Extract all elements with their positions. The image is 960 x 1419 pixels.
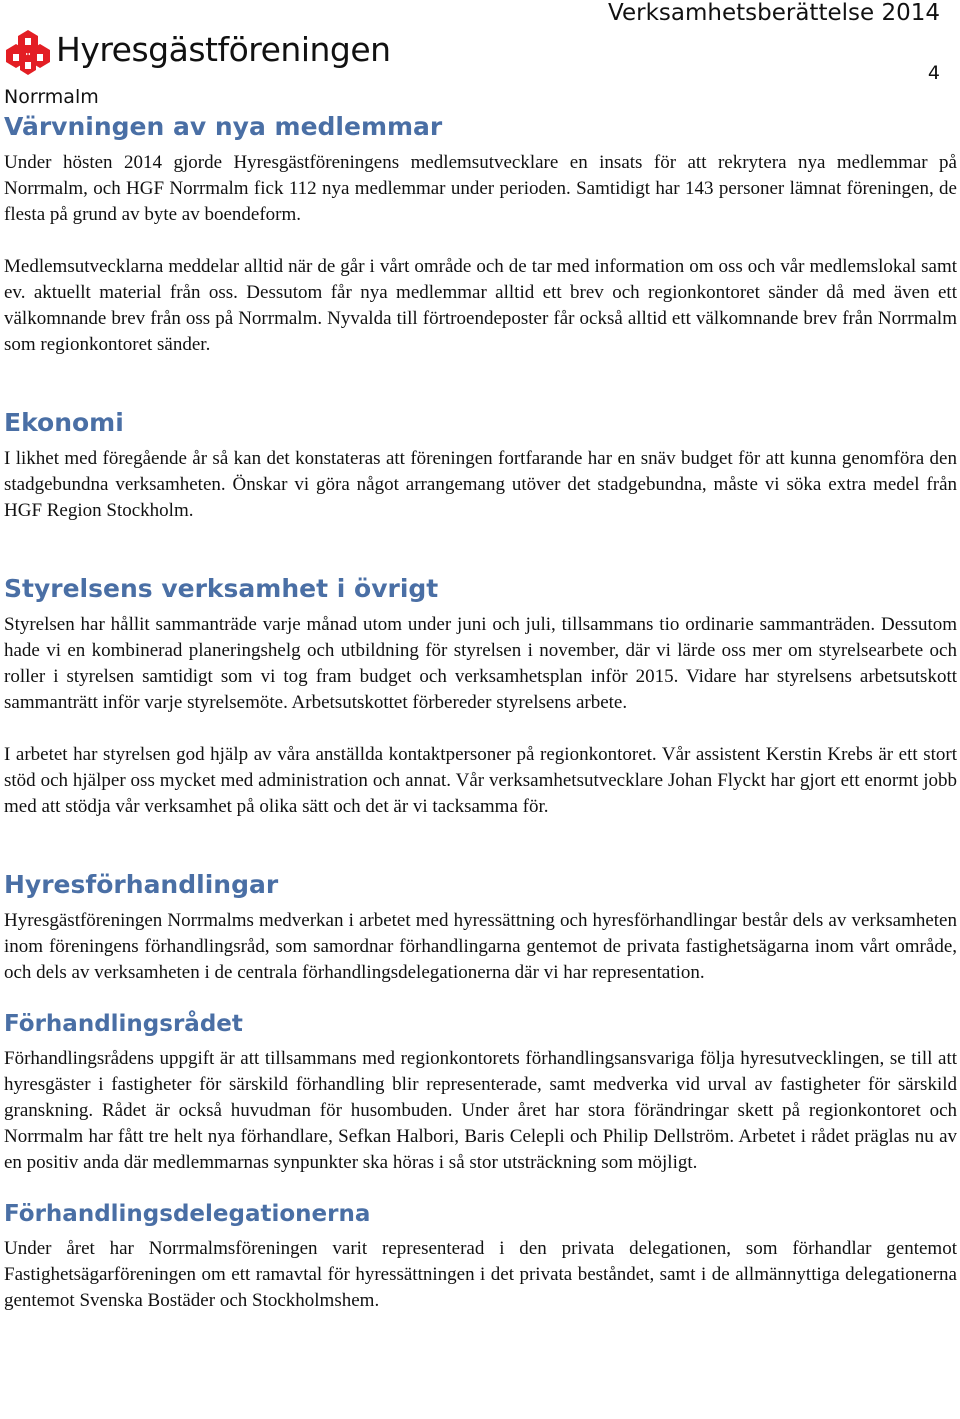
house-cluster-icon [4, 28, 52, 76]
section-heading: Värvningen av nya medlemmar [4, 112, 443, 141]
paragraph: Under året har Norrmalmsföreningen varit representerad i den privata delegationen, som förhandlar gentemot Fastighetsägarföreningen om ett ramavtal för hyressättningen i det privata beståndet, samt i de allmännyttiga delegationerna gentemot Svenska Bostäder och Stockholmshem. [4, 1238, 957, 1311]
paragraph: I arbetet har styrelsen god hjälp av våra anställda kontaktpersoner på regionkontoret. Vår assistent Kerstin Krebs är ett stort stöd och hjälper oss mycket med administration och annat. Vår verksamhetsutvecklare Johan Flyckt har gjort ett enormt jobb med att stödja vår verksamhet på olika sätt och det är vi tacksamma för. [4, 744, 957, 817]
paragraph: Under hösten 2014 gjorde Hyresgästföreningens medlemsutvecklare en insats för att rekrytera nya medlemmar på Norrmalm, och HGF Norrmalm fick 112 nya medlemmar under perioden. Samtidigt har 143 personer lämnat föreningen, de flesta på grund av byte av boendeform. [4, 152, 957, 225]
page-number: 4 [927, 62, 940, 84]
paragraph: Styrelsen har hållit sammanträde varje månad utom under juni och juli, tillsammans tio ordinarie sammanträden. Dessutom hade vi en kombinerad planeringshelg och utbildning för styrelsen i november, där vi lärde oss mer om styrelsearbete och roller i styrelsen samtidigt som vi tog fram budget och verksamhetsplan inför 2015. Vidare har styrelsens arbetsutskott sammanträtt inför varje styrelsemöte. Arbetsutskottet förbereder styrelsens arbete. [4, 614, 957, 713]
logo-wordmark: Hyresgästföreningen [56, 30, 391, 69]
report-title: Verksamhetsberättelse 2014 [608, 0, 940, 26]
paragraph: Hyresgästföreningen Norrmalms medverkan i arbetet med hyressättning och hyresförhandlingar består dels av verksamheten inom föreningens förhandlingsråd, som samordnar förhandlingarna gentemot de privata fastighetsägarna inom vårt område, och dels av verksamheten i de centrala förhandlingsdelegationerna där vi har representation. [4, 910, 957, 983]
section-delegationerna [4, 1198, 957, 1314]
subsection-heading: Förhandlingsdelegationerna [4, 1201, 371, 1227]
subsection-heading: Förhandlingsrådet [4, 1011, 243, 1037]
document-body [4, 110, 957, 1314]
section-heading: Ekonomi [4, 408, 124, 437]
section-heading: Styrelsens verksamhet i övrigt [4, 574, 439, 603]
section-heading: Hyresförhandlingar [4, 870, 279, 899]
section-varvning [4, 110, 957, 358]
paragraph: Medlemsutvecklarna meddelar alltid när de går i vårt område och de tar med information om oss och vår medlemslokal samt ev. aktuellt material från oss. Dessutom får nya medlemmar alltid ett brev och regionkontoret sänder då med även ett välkomnande brev från oss på Norrmalm. Nyvalda till förtroendeposter får också alltid ett välkomnande brev från Norrmalm som regionkontoret sänder. [4, 256, 957, 355]
page-header [0, 0, 960, 110]
org-name: Norrmalm [4, 86, 99, 108]
paragraph: Förhandlingsrådens uppgift är att tillsammans med regionkontorets förhandlingsansvariga följa hyresutvecklingen, se till att hyresgäster i fastigheter för särskild förhandling blir representerade, samt medverka vid urval av fastigheter för särskild granskning. Rådet är också huvudman för husombuden. Under året har stora förändringar skett på regionkontoret och Norrmalm har fått tre helt nya förhandlare, Sefkan Halbori, Baris Celepli och Philip Dellström. Arbetet i rådet präglas nu av en positiv anda där medlemmarnas synpunkter ska höras i så stor utsträckning som möjligt. [4, 1048, 957, 1173]
section-styrelsen [4, 572, 957, 820]
section-forhandlingsradet [4, 1008, 957, 1176]
paragraph: I likhet med föregående år så kan det konstateras att föreningen fortfarande har en snäv budget för att kunna genomföra den stadgebundna verksamheten. Önskar vi göra något arrangemang utöver det stadgebundna, måste vi söka extra medel från HGF Region Stockholm. [4, 448, 957, 521]
section-ekonomi [4, 406, 957, 524]
section-hyresforhandlingar [4, 868, 957, 986]
